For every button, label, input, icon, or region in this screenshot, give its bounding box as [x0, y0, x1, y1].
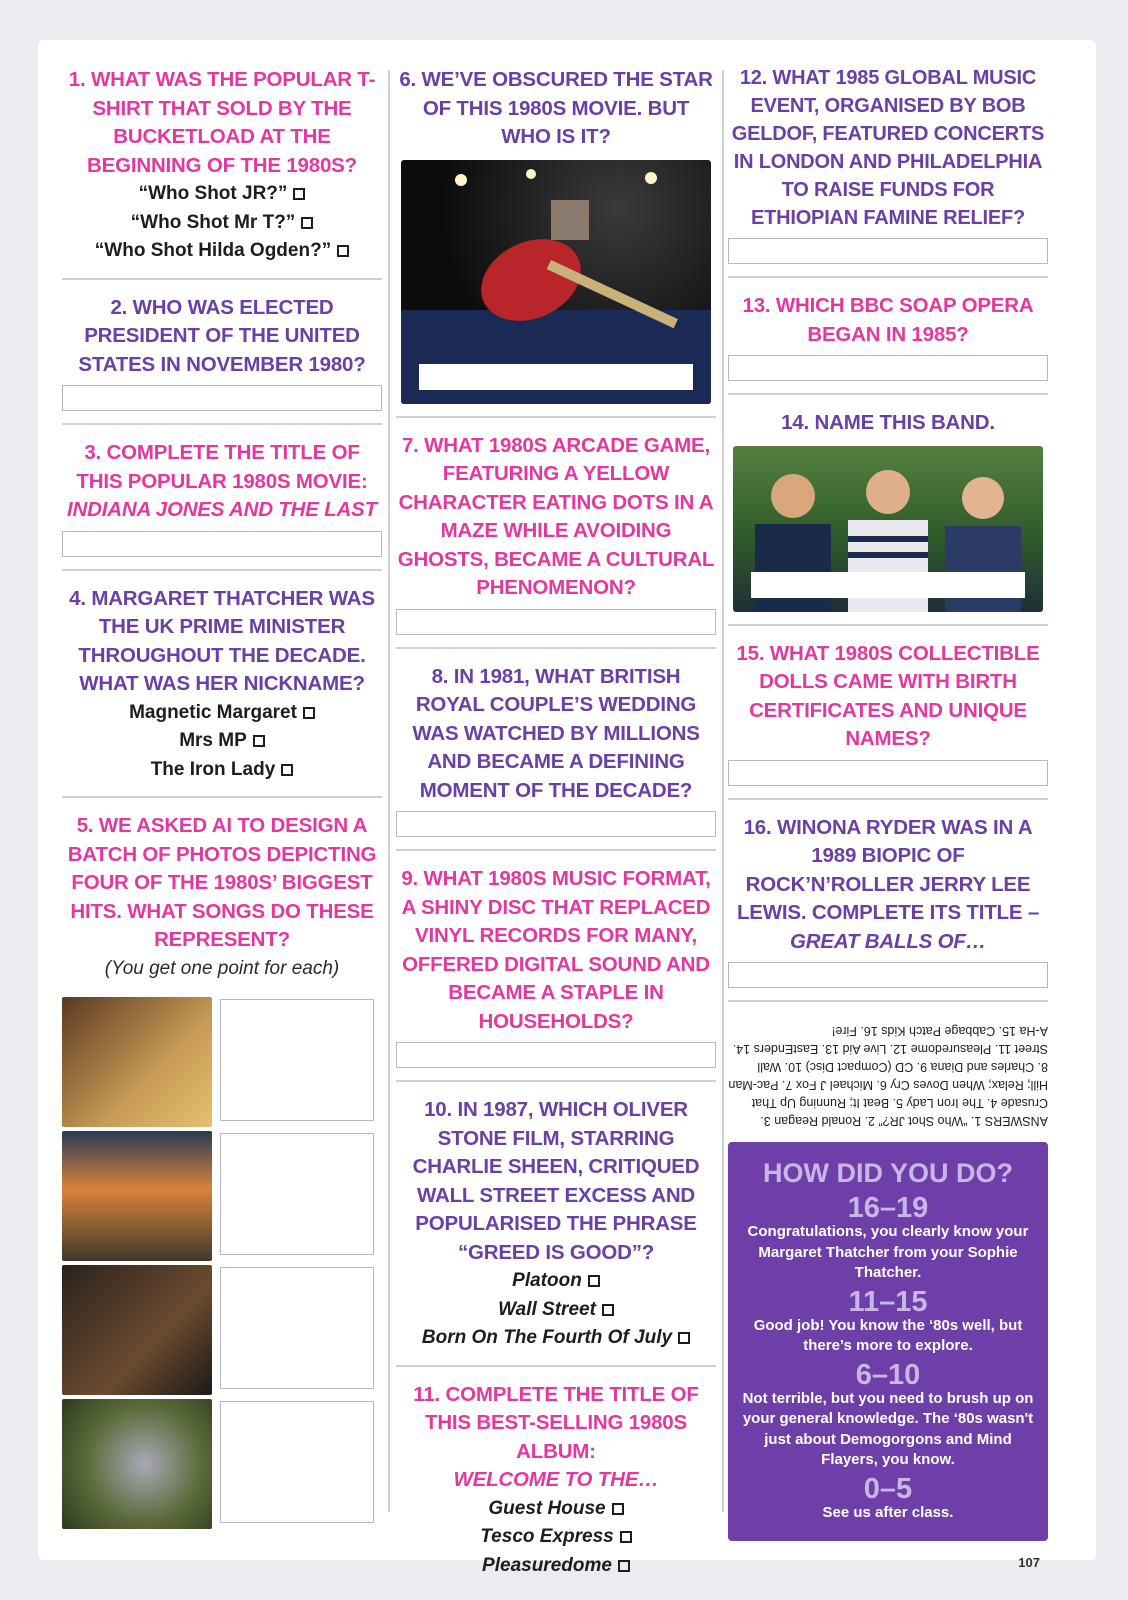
checkbox[interactable]: [303, 707, 315, 719]
question-13: [728, 292, 1048, 395]
answer-field[interactable]: [728, 760, 1048, 786]
option[interactable]: Guest House: [396, 1495, 716, 1524]
question-1: [62, 66, 382, 280]
movie-still-image: [401, 160, 711, 404]
question-title: 13. WHICH BBC SOAP OPERA BEGAN IN 1985?: [742, 294, 1034, 346]
answer-field[interactable]: [751, 572, 1025, 598]
question-title: 8. IN 1981, WHAT BRITISH ROYAL COUPLE’S WEDDING WAS WATCHED BY MILLIONS AND BECAME A DEFINING MOMENT OF THE DECADE?: [412, 664, 700, 802]
option[interactable]: Wall Street: [396, 1296, 716, 1325]
question-title: 6. WE’VE OBSCURED THE STAR OF THIS 1980S MOVIE. BUT WHO IS IT?: [399, 68, 713, 148]
question-10: [396, 1096, 716, 1367]
question-7: [396, 432, 716, 649]
checkbox[interactable]: [293, 188, 305, 200]
answer-field[interactable]: [220, 999, 374, 1121]
question-11: [396, 1381, 716, 1593]
ai-photo-dove-image: [62, 1399, 212, 1529]
option[interactable]: Tesco Express: [396, 1523, 716, 1552]
page-number: 107: [1018, 1555, 1040, 1570]
option[interactable]: “Who Shot Mr T?”: [62, 209, 382, 238]
answer-field[interactable]: [220, 1267, 374, 1389]
answer-field[interactable]: [220, 1133, 374, 1255]
question-title: 10. IN 1987, WHICH OLIVER STONE FILM, STARRING CHARLIE SHEEN, CRITIQUED WALL STREET EXCESS AND POPULARISED THE PHRASE “GREED IS GOOD”?: [412, 1098, 700, 1264]
answer-field[interactable]: [728, 355, 1048, 381]
question-2: [62, 294, 382, 426]
checkbox[interactable]: [253, 735, 265, 747]
checkbox[interactable]: [618, 1560, 630, 1572]
band-photo-image: [733, 446, 1043, 612]
question-title-italic: WELCOME TO THE…: [453, 1468, 659, 1491]
option[interactable]: Pleasuredome: [396, 1552, 716, 1581]
answer-field[interactable]: [396, 1042, 716, 1068]
ai-photo-runner-image: [62, 1131, 212, 1261]
score-heading: HOW DID YOU DO?: [762, 1158, 1013, 1188]
question-3: [62, 439, 382, 571]
upside-down-answers: ANSWERS 1. “Who Shot JR?” 2. Ronald Reagan 3. Crusade 4. The Iron Lady 5. Beat It; Running Up That Hill; Relax; When Doves Cry 6. Michael J Fox 7. Pac-Man 8. Charles and Diana 9. CD (Compact Disc) 10. Wall Street 11. Pleasuredome 12. Live Aid 13. EastEnders 14. A-Ha 15. Cabbage Patch Kids 16. Fire!: [728, 1024, 1048, 1128]
question-note: (You get one point for each): [104, 957, 340, 979]
answer-field[interactable]: [62, 531, 382, 557]
score-text: Not terrible, but you need to brush up on your general knowledge. The ‘80s wasn't just about Demogorgons and Mind Flayers, you know.: [742, 1389, 1034, 1468]
question-title: 5. WE ASKED AI TO DESIGN A BATCH OF PHOTOS DEPICTING FOUR OF THE 1980S’ BIGGEST HITS. WHAT SONGS DO THESE REPRESENT?: [67, 814, 377, 951]
checkbox[interactable]: [678, 1332, 690, 1344]
question-title: 16. WINONA RYDER WAS IN A 1989 BIOPIC OF ROCK’N’ROLLER JERRY LEE LEWIS. COMPLETE ITS TITLE –: [736, 815, 1040, 924]
score-panel: [728, 1142, 1048, 1541]
answer-field[interactable]: [396, 811, 716, 837]
question-title: 9. WHAT 1980S MUSIC FORMAT, A SHINY DISC THAT REPLACED VINYL RECORDS FOR MANY, OFFERED DIGITAL SOUND AND BECAME A STAPLE IN HOUSEHOLDS?: [401, 867, 711, 1033]
question-6: [396, 66, 716, 418]
score-range: 16–19: [847, 1192, 929, 1224]
question-title: 11. COMPLETE THE TITLE OF THIS BEST-SELLING 1980S ALBUM:: [413, 1382, 699, 1463]
question-title: 1. WHAT WAS THE POPULAR T-SHIRT THAT SOLD BY THE BUCKETLOAD AT THE BEGINNING OF THE 1980S?: [68, 68, 376, 177]
column-divider: [722, 70, 724, 1512]
score-range: 0–5: [863, 1472, 913, 1505]
question-8: [396, 663, 716, 852]
question-title: 4. MARGARET THATCHER WAS THE UK PRIME MINISTER THROUGHOUT THE DECADE. WHAT WAS HER NICKNAME?: [69, 586, 375, 695]
checkbox[interactable]: [281, 764, 293, 776]
question-15: [728, 640, 1048, 800]
score-range: 11–15: [848, 1285, 928, 1318]
answer-field[interactable]: [62, 385, 382, 411]
answer-field[interactable]: [396, 609, 716, 635]
question-title: 7. WHAT 1980S ARCADE GAME, FEATURING A YELLOW CHARACTER EATING DOTS IN A MAZE WHILE AVOIDING GHOSTS, BECAME A CULTURAL PHENOMENON?: [397, 433, 715, 599]
answer-field[interactable]: [728, 962, 1048, 988]
score-range: 6–10: [855, 1358, 921, 1391]
option[interactable]: Mrs MP: [62, 727, 382, 756]
question-title: 12. WHAT 1985 GLOBAL MUSIC EVENT, ORGANISED BY BOB GELDOF, FEATURED CONCERTS IN LONDON AND PHILADELPHIA TO RAISE FUNDS FOR ETHIOPIAN FAMINE RELIEF?: [731, 67, 1045, 229]
option[interactable]: Born On The Fourth Of July: [396, 1324, 716, 1353]
question-16: [728, 814, 1048, 1003]
answer-field[interactable]: [419, 364, 693, 390]
question-title: 14. NAME THIS BAND.: [781, 411, 995, 434]
column-divider: [388, 70, 390, 1512]
checkbox[interactable]: [301, 217, 313, 229]
question-14: [728, 409, 1048, 626]
option[interactable]: “Who Shot JR?”: [62, 180, 382, 209]
question-title: 3. COMPLETE THE TITLE OF THIS POPULAR 1980S MOVIE:: [76, 441, 368, 493]
checkbox[interactable]: [612, 1503, 624, 1515]
option[interactable]: “Who Shot Hilda Ogden?”: [62, 237, 382, 266]
question-title-italic: GREAT BALLS OF…: [790, 929, 986, 953]
checkbox[interactable]: [337, 245, 349, 257]
question-9: [396, 865, 716, 1082]
answer-field[interactable]: [728, 238, 1048, 264]
question-title: 15. WHAT 1980S COLLECTIBLE DOLLS CAME WITH BIRTH CERTIFICATES AND UNIQUE NAMES?: [736, 641, 1040, 750]
score-text: See us after class.: [822, 1503, 954, 1521]
question-title-italic: INDIANA JONES AND THE LAST: [67, 498, 377, 521]
option[interactable]: Magnetic Margaret: [62, 699, 382, 728]
question-title: 2. WHO WAS ELECTED PRESIDENT OF THE UNITED STATES IN NOVEMBER 1980?: [78, 295, 366, 376]
column-2: [396, 66, 716, 1600]
checkbox[interactable]: [588, 1275, 600, 1287]
column-3: [728, 64, 1048, 1541]
score-text: Good job! You know the ‘80s well, but there’s more to explore.: [753, 1316, 1023, 1354]
column-1: [62, 66, 382, 1559]
ai-photo-whisk-image: [62, 997, 212, 1127]
score-text: Congratulations, you clearly know your Margaret Thatcher from your Sophie Thatcher.: [747, 1223, 1029, 1281]
question-5: [62, 812, 382, 1545]
checkbox[interactable]: [620, 1531, 632, 1543]
answer-field[interactable]: [220, 1401, 374, 1523]
option[interactable]: The Iron Lady: [62, 756, 382, 785]
option[interactable]: Platoon: [396, 1267, 716, 1296]
checkbox[interactable]: [602, 1304, 614, 1316]
question-4: [62, 585, 382, 799]
ai-photo-armchair-image: [62, 1265, 212, 1395]
question-12: [728, 64, 1048, 278]
